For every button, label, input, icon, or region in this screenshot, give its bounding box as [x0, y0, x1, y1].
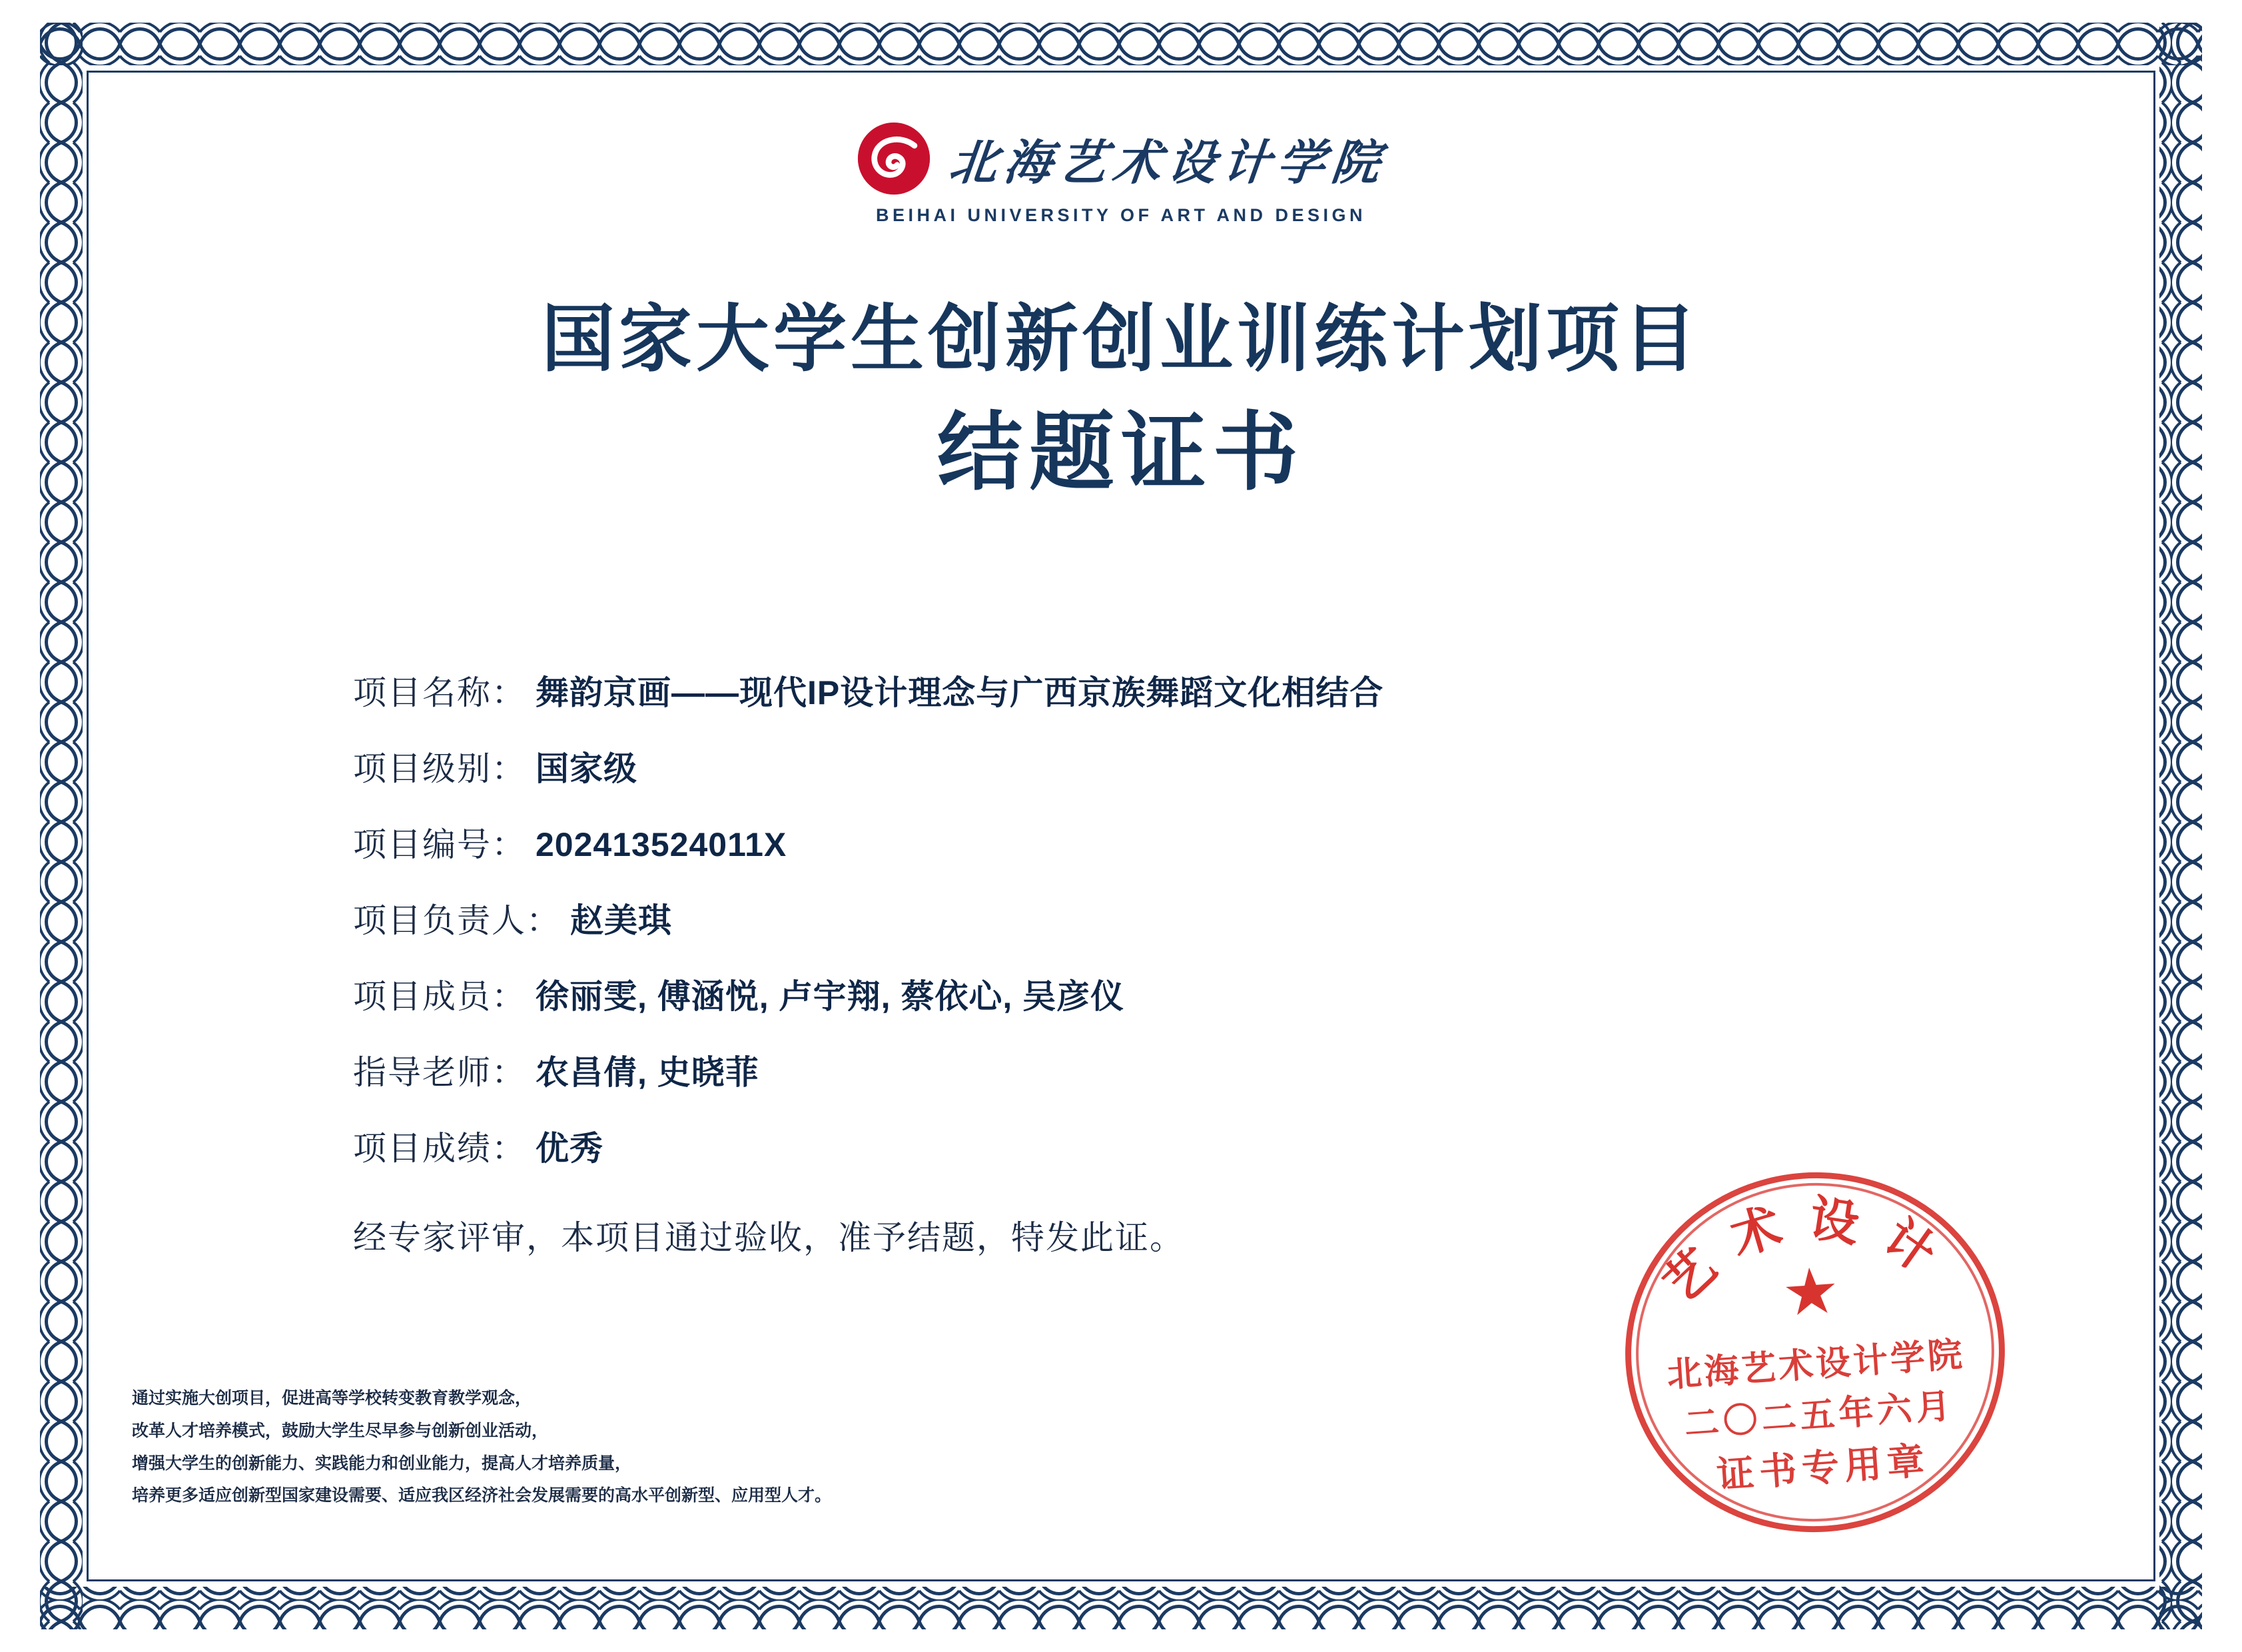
field-label: 项目级别：	[353, 750, 526, 787]
certificate-statement: 经专家评审，本项目通过验收，准予结题，特发此证。	[353, 1219, 1184, 1256]
field-label: 项目负责人：	[353, 902, 561, 939]
field-project-number	[353, 818, 1952, 866]
seal-date: 二〇二五年六月	[1682, 1385, 1956, 1445]
field-project-name	[353, 666, 1952, 714]
footnote-line-4: 培养更多适应创新型国家建设需要、适应我区经济社会发展需要的高水平创新型、应用型人才。	[132, 1485, 832, 1505]
footnote-line-3: 增强大学生的创新能力、实践能力和创业能力，提高人才培养质量，	[132, 1453, 632, 1473]
footnote-line-2: 改革人才培养模式，鼓励大学生尽早参与创新创业活动，	[132, 1420, 549, 1440]
field-value: 赵美琪	[570, 902, 672, 939]
seal-organization: 北海艺术设计学院	[1665, 1334, 1966, 1396]
certificate-title-block	[0, 293, 2242, 508]
footnote-block	[132, 1382, 831, 1512]
field-project-level	[353, 742, 1952, 790]
logo-chinese-name: 北海艺术设计学院	[946, 134, 1389, 191]
certificate-fields	[353, 666, 1952, 1259]
university-logo	[0, 120, 2242, 226]
field-advisors	[353, 1046, 1952, 1094]
field-label: 项目名称：	[353, 674, 526, 711]
seal-star-icon: ★	[1780, 1254, 1842, 1330]
seal-purpose: 证书专用章	[1715, 1438, 1932, 1497]
field-value: 国家级	[536, 750, 637, 787]
swirl-logo-icon	[855, 120, 933, 197]
field-project-grade	[353, 1122, 1952, 1170]
field-value: 舞韵京画——现代IP设计理念与广西京族舞蹈文化相结合	[536, 674, 1384, 711]
certificate-main-title: 国家大学生创新创业训练计划项目	[542, 296, 1700, 382]
certificate-sub-title: 结题证书	[936, 402, 1305, 502]
field-project-members	[353, 970, 1952, 1018]
field-value: 202413524011X	[536, 826, 787, 863]
field-value: 农昌倩, 史晓菲	[536, 1054, 759, 1091]
field-label: 指导老师：	[353, 1054, 526, 1091]
logo-english-name: BEIHAI UNIVERSITY OF ART AND DESIGN	[875, 205, 1367, 225]
field-value: 徐丽雯, 傅涵悦, 卢宇翔, 蔡依心, 吴彦仪	[536, 978, 1125, 1015]
field-label: 项目成绩：	[353, 1130, 526, 1167]
field-project-leader	[353, 894, 1952, 942]
field-value: 优秀	[536, 1130, 603, 1167]
field-label: 项目编号：	[353, 826, 526, 863]
official-seal-stamp	[1613, 1160, 2017, 1545]
field-label: 项目成员：	[353, 978, 526, 1015]
svg-text:艺术设计: 艺术设计	[1653, 1189, 1965, 1314]
footnote-line-1: 通过实施大创项目，促进高等学校转变教育教学观念，	[132, 1388, 532, 1408]
